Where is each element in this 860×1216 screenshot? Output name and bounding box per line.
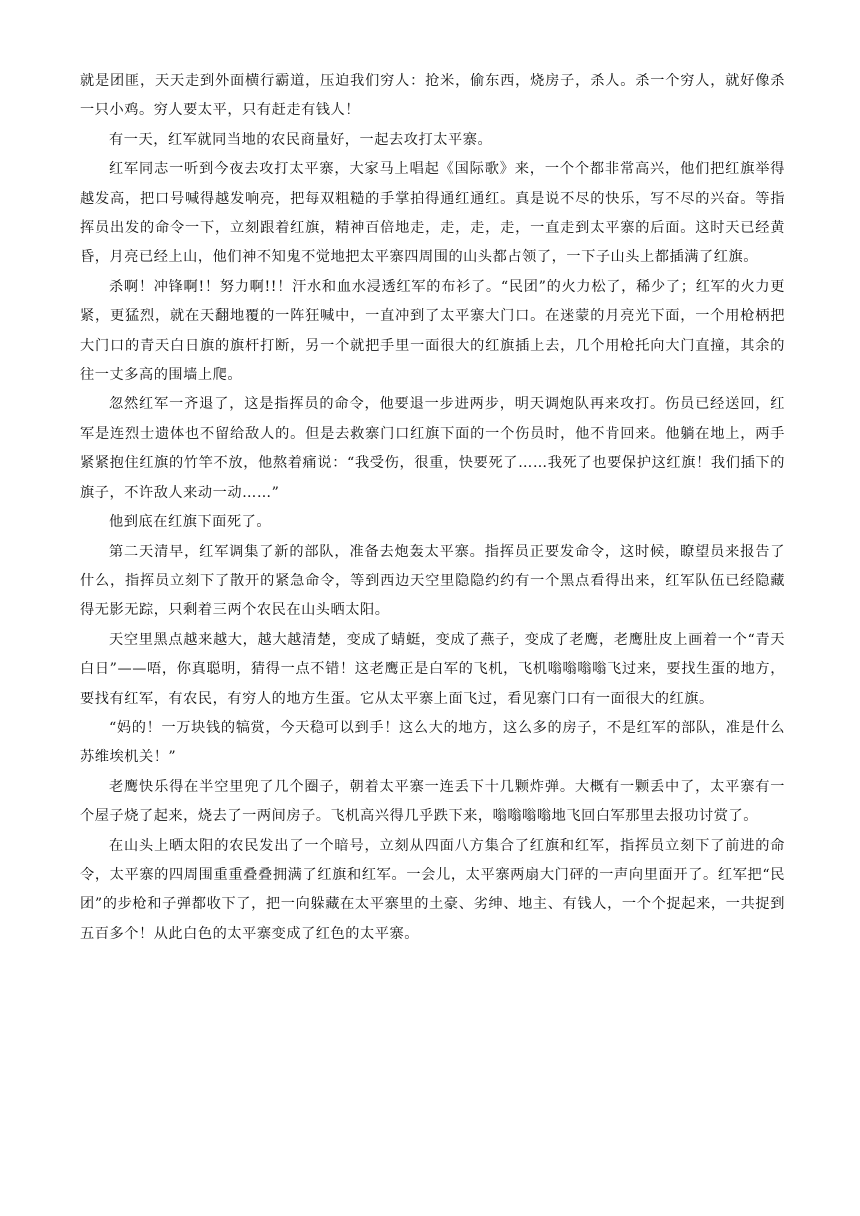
paragraph-4: 杀啊！冲锋啊!！努力啊!!！汗水和血水浸透红军的布衫了。“民团”的火力松了，稀少了；红军的火力更紧，更猛烈，就在天翻地覆的一阵狂喊中，一直冲到了太平寨大门口。在迷蒙的月亮光下面，一个用枪柄把大门口的青天白日旗的旗杆打断，另一个就把手里一面很大的红旗插上去，几个用枪托向大门直撞，其余的往一丈多高的围墙上爬。 [80,278,785,384]
paragraph-9: “妈的！一万块钱的犒赏，今天稳可以到手！这么大的地方，这么多的房子，不是红军的部队，准是什么苏维埃机关！” [80,719,785,766]
paragraph-10: 老鹰快乐得在半空里兜了几个圈子，朝着太平寨一连丢下十几颗炸弹。大概有一颗丢中了，太平寨有一个屋子烧了起来，烧去了一两间房子。飞机高兴得几乎跌下来，嗡嗡嗡嗡地飞回白军那里去报功讨赏了。 [80,778,785,825]
paragraph-7: 第二天清早，红军调集了新的部队，准备去炮轰太平寨。指挥员正要发命令，这时候，瞭望员来报告了什么，指挥员立刻下了散开的紧急命令，等到西边天空里隐隐约约有一个黑点看得出来，红军队伍已经隐藏得无影无踪，只剩着三两个农民在山头晒太阳。 [80,543,785,619]
paragraph-6: 他到底在红旗下面死了。 [109,514,272,531]
paragraph-1: 就是团匪，天天走到外面横行霸道，压迫我们穷人：抢米，偷东西，烧房子，杀人。杀一个穷人，就好像杀一只小鸡。穷人要太平，只有赶走有钱人！ [80,73,785,119]
document-page [80,67,785,949]
paragraph-5: 忽然红军一齐退了，这是指挥员的命令，他要退一步进两步，明天调炮队再来攻打。伤员已经送回，红军是连烈士遗体也不留给敌人的。但是去救寨门口红旗下面的一个伤员时，他不肯回来。他躺在地上，两手紧紧抱住红旗的竹竿不放，他熬着痛说：“我受伤，很重，快要死了……我死了也要保护这红旗！我们插下的旗子，不许敌人来动一动……” [80,396,785,501]
paragraph-3: 红军同志一听到今夜去攻打太平寨，大家马上唱起《国际歌》来，一个个都非常高兴，他们把红旗举得越发高，把口号喊得越发响亮，把每双粗糙的手掌拍得通红通红。真是说不尽的快乐，写不尽的兴奋。等指挥员出发的命令一下，立刻跟着红旗，精神百倍地走，走，走，走，一直走到太平寨的后面。这时天已经黄昏，月亮已经上山，他们神不知鬼不觉地把太平寨四周围的山头都占领了，一下子山头上都插满了红旗。 [80,161,785,266]
paragraph-8: 天空里黑点越来越大，越大越清楚，变成了蜻蜓，变成了燕子，变成了老鹰，老鹰肚皮上画着一个“青天白日”——唔，你真聪明，猜得一点不错！这老鹰正是白军的飞机，飞机嗡嗡嗡嗡飞过来，要找生蛋的地方，要找有红军，有农民，有穷人的地方生蛋。它从太平寨上面飞过，看见寨门口有一面很大的红旗。 [80,631,785,707]
paragraph-11: 在山头上晒太阳的农民发出了一个暗号，立刻从四面八方集合了红旗和红军，指挥员立刻下了前进的命令，太平寨的四周围重重叠叠拥满了红旗和红军。一会儿，太平寨两扇大门砰的一声向里面开了。红军把“民团”的步枪和子弹都收下了，把一向躲藏在太平寨里的土豪、劣绅、地主、有钱人，一个个捉起来，一共捉到五百多个！从此白色的太平寨变成了红色的太平寨。 [80,837,785,942]
paragraph-2: 有一天，红军就同当地的农民商量好，一起去攻打太平寨。 [109,131,493,148]
